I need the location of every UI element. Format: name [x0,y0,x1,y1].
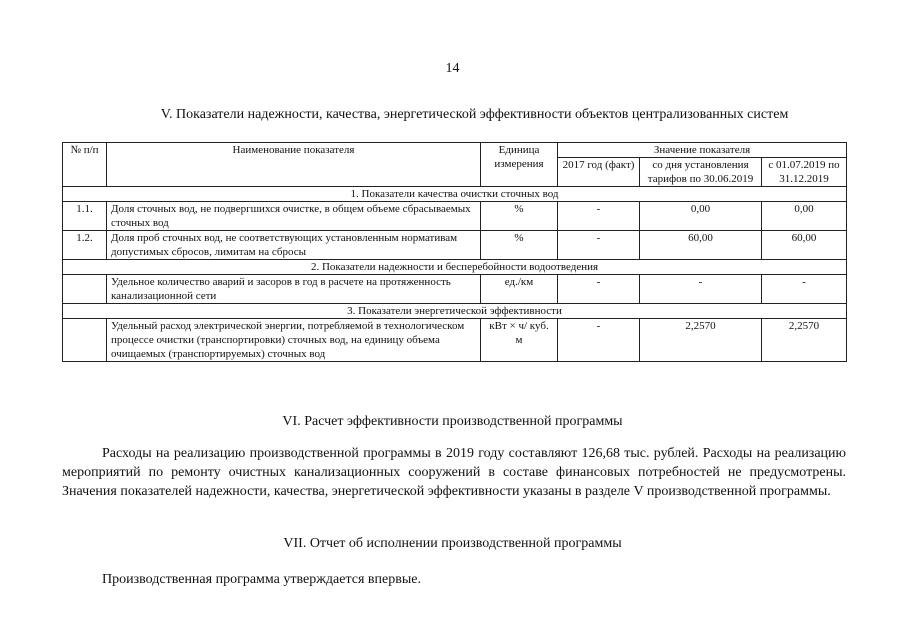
row-value-tariff: 60,00 [640,231,762,260]
header-2017: 2017 год (факт) [558,158,640,187]
row-value-2017: - [558,202,640,231]
row-value-2017: - [558,275,640,304]
section-title: 2. Показатели надежности и бесперебойности водоотведения [63,260,847,275]
row-unit: кВт × ч/ куб. м [481,319,558,362]
row-value-tariff: 2,2570 [640,319,762,362]
section-7-paragraph: Производственная программа утверждается впервые. [102,572,421,587]
section-6-paragraph: Расходы на реализацию производственной программы в 2019 году составляют 126,68 тыс. рублей. Расходы на реализацию мероприятий по ремонту очистных канализационных сооружений в составе финансовых потребностей не предусмотрены. Значения показателей надежности, качества, энергетической эффективности указаны в разделе V производственной программы. [62,446,846,499]
row-value-2019: 0,00 [762,202,847,231]
section-7-title: VII. Отчет об исполнении производственной программы [283,536,622,551]
section-5-title: V. Показатели надежности, качества, энергетической эффективности объектов централизованных систем [160,107,789,122]
section-title: 3. Показатели энергетической эффективности [63,304,847,319]
row-unit: ед./км [481,275,558,304]
row-name: Доля проб сточных вод, не соответствующих установленным нормативам допустимых сбросов, лимитам на сбросы [107,231,481,260]
header-num: № п/п [63,143,107,187]
row-num: 1.1. [63,202,107,231]
table-row [63,275,847,304]
row-value-2017: - [558,319,640,362]
table-row [63,202,847,231]
row-name: Удельный расход электрической энергии, потребляемой в технологическом процессе очистки (транспортировки) сточных вод, на единицу объема очищаемых (транспортируемых) сточных вод [107,319,481,362]
indicators-table [62,142,847,362]
header-2019: с 01.07.2019 по 31.12.2019 [762,158,847,187]
table-row [63,231,847,260]
table-header-row [63,143,847,158]
row-num [63,275,107,304]
row-name: Доля сточных вод, не подвергшихся очистке, в общем объеме сбрасываемых сточных вод [107,202,481,231]
row-num [63,319,107,362]
table-row [63,319,847,362]
section-row [63,187,847,202]
row-value-2019: - [762,275,847,304]
row-unit: % [481,202,558,231]
row-value-tariff: - [640,275,762,304]
header-name: Наименование показателя [107,143,481,187]
row-value-2019: 60,00 [762,231,847,260]
row-value-tariff: 0,00 [640,202,762,231]
row-name: Удельное количество аварий и засоров в год в расчете на протяженность канализационной сети [107,275,481,304]
section-title: 1. Показатели качества очистки сточных вод [63,187,847,202]
section-row [63,260,847,275]
row-value-2019: 2,2570 [762,319,847,362]
section-6-title: VI. Расчет эффективности производственной программы [282,414,623,429]
row-num: 1.2. [63,231,107,260]
row-unit: % [481,231,558,260]
header-tariff: со дня установления тарифов по 30.06.2019 [640,158,762,187]
header-value-group: Значение показателя [558,143,847,158]
header-unit: Единица измерения [481,143,558,187]
row-value-2017: - [558,231,640,260]
page-number: 14 [445,61,460,76]
section-row [63,304,847,319]
